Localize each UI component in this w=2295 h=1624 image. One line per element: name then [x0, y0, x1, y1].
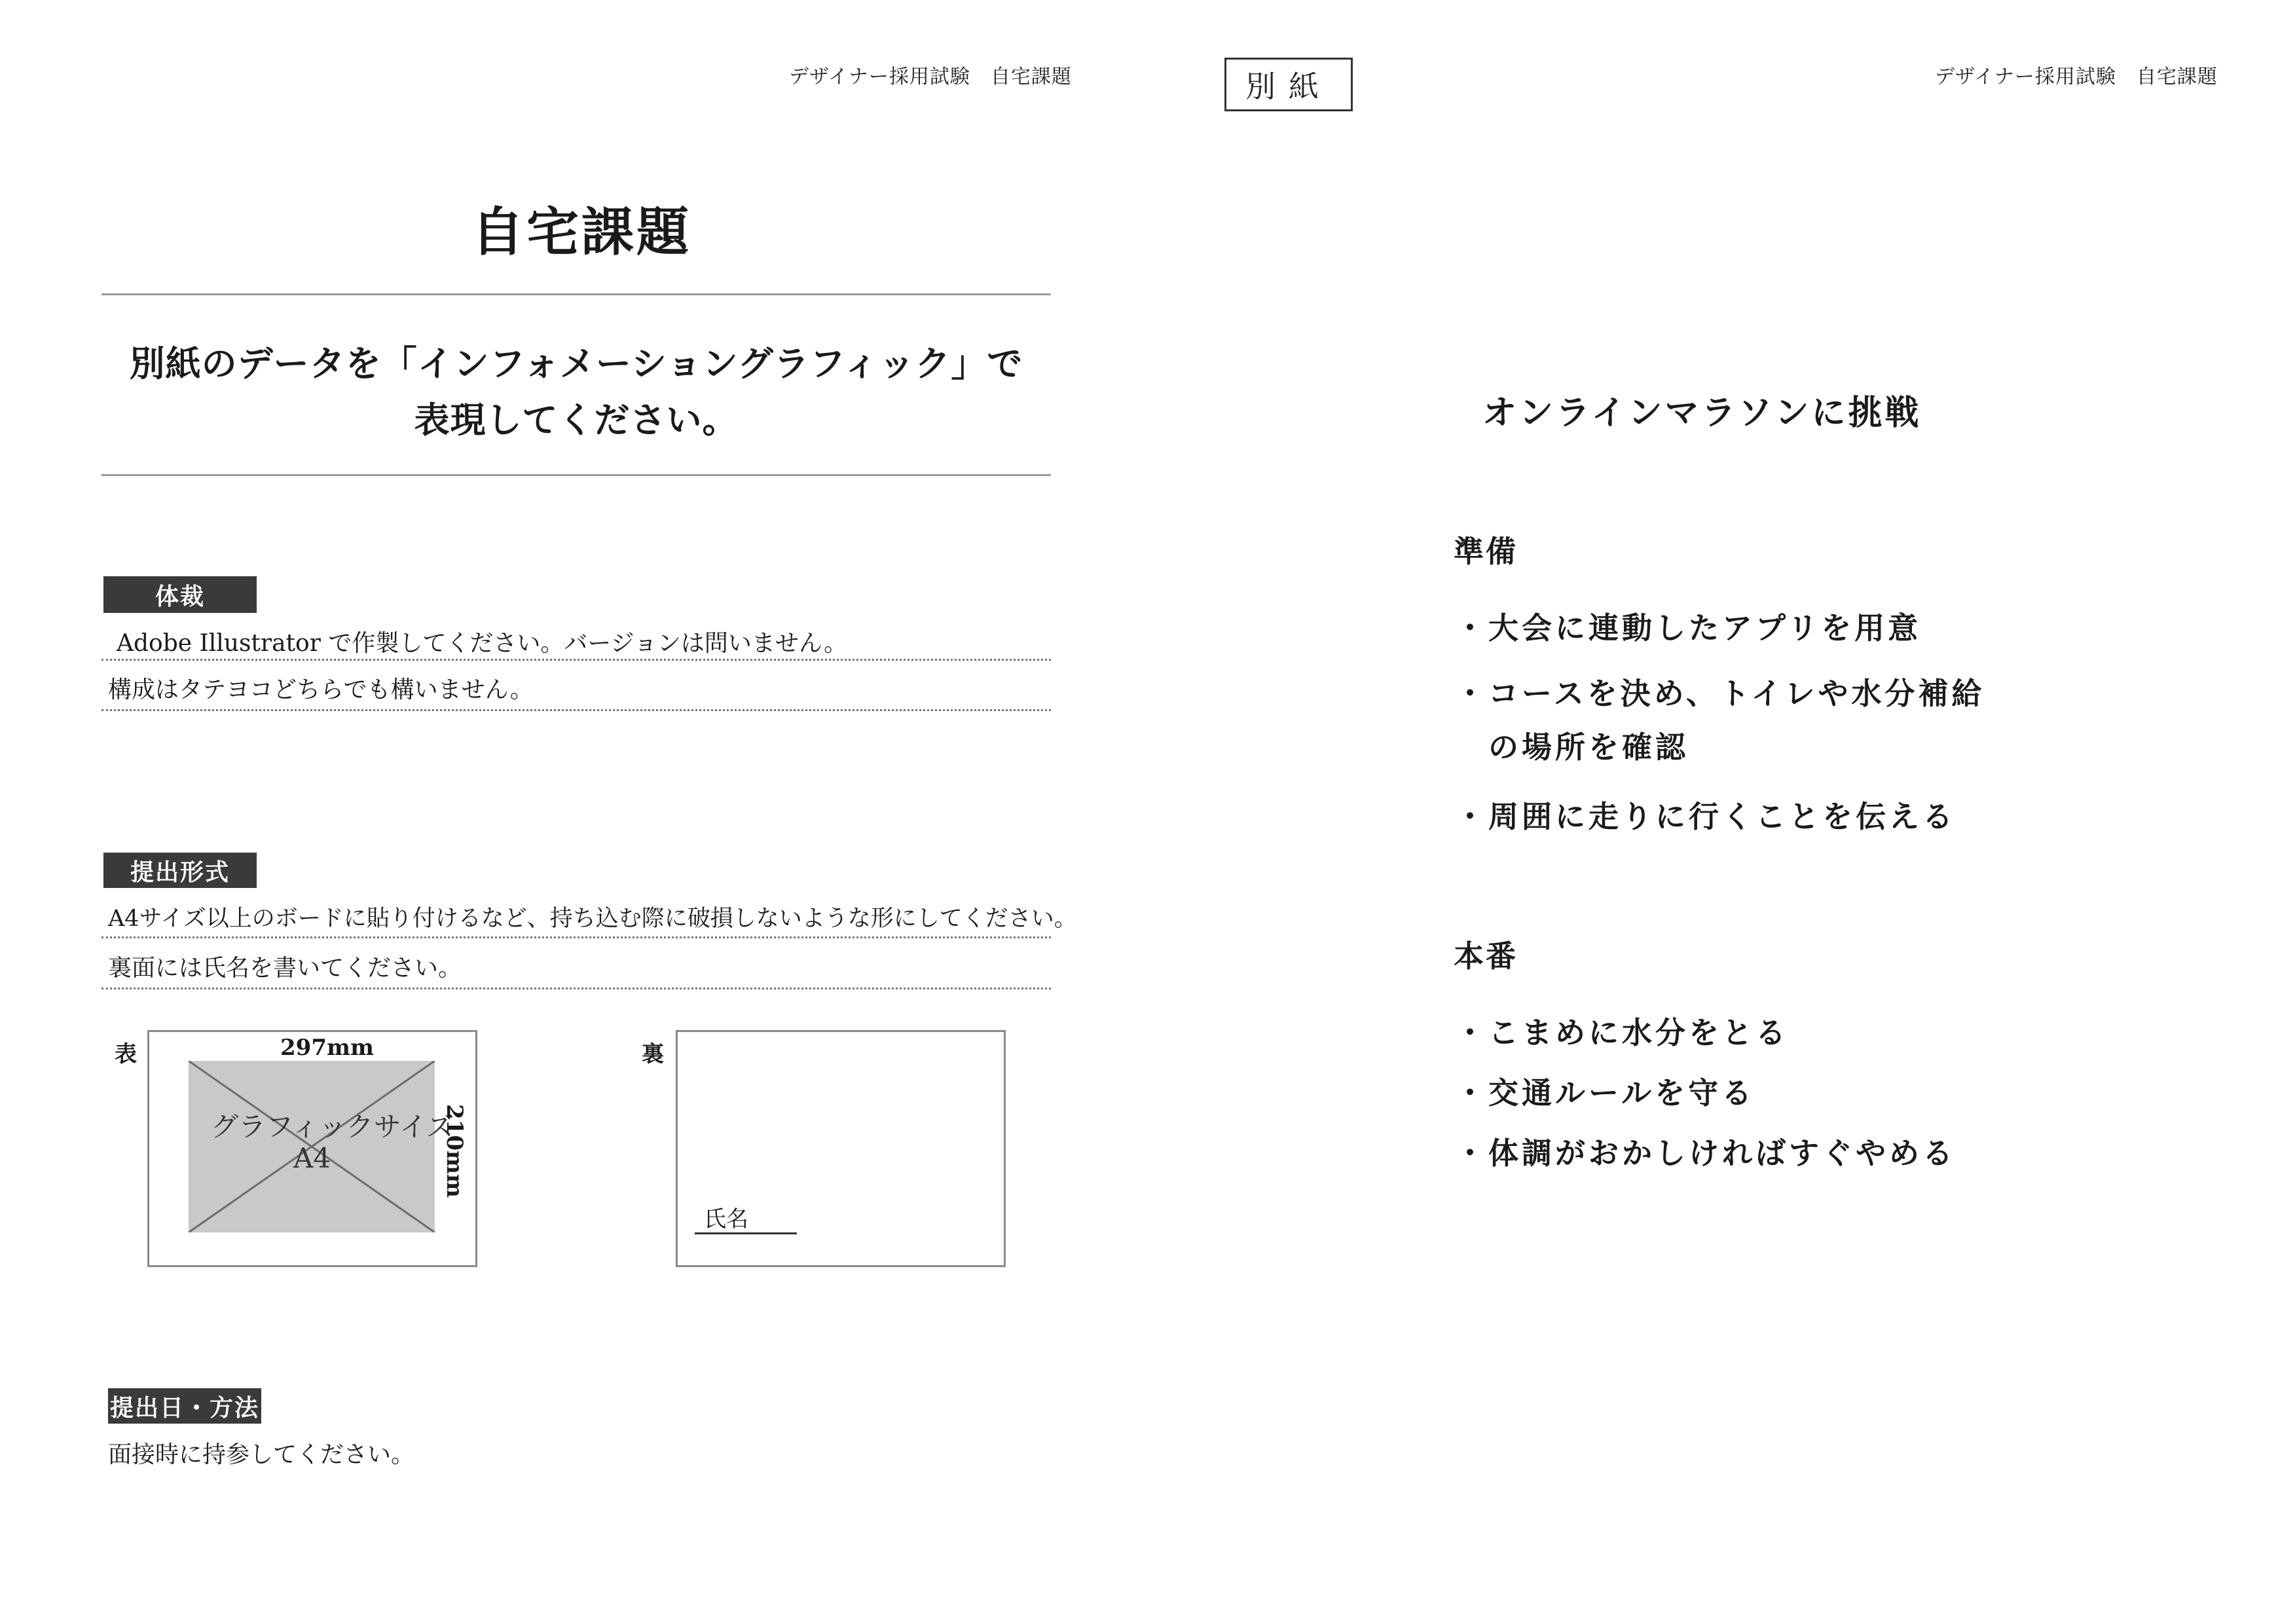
title-divider-top: [101, 293, 1051, 295]
page-title: 自宅課題: [471, 201, 691, 263]
section-label-format: 体裁: [103, 576, 257, 613]
race-item-1: ・こまめに水分をとる: [1455, 1015, 1789, 1050]
race-item-3: ・体調がおかしければすぐやめる: [1455, 1135, 1956, 1171]
race-item-2: ・交通ルールを守る: [1455, 1075, 1755, 1111]
submission-line-2: 裏面には氏名を書いてください。: [108, 955, 462, 982]
data-sheet-title: オンラインマラソンに挑戦: [1482, 394, 1922, 433]
right-running-head: デザイナー採用試験 自宅課題: [1935, 65, 2218, 88]
preparation-item-3: ・周囲に走りに行くことを伝える: [1455, 799, 1956, 834]
right-page: [1147, 0, 2295, 1624]
dotted-separator: [101, 709, 1051, 711]
name-field-label: 氏名: [704, 1206, 748, 1232]
width-dimension: 297mm: [280, 1035, 374, 1061]
dotted-separator: [101, 936, 1051, 938]
title-divider-bottom: [101, 474, 1051, 476]
format-line-1: Adobe Illustrator で作製してください。バージョンは問いません。: [117, 630, 848, 657]
graphic-size-value: A4: [293, 1142, 331, 1174]
preparation-item-2: ・コースを決め、トイレや水分補給: [1455, 676, 1985, 711]
date-method-line-1: 面接時に持参してください。: [108, 1441, 415, 1468]
dotted-separator: [101, 659, 1051, 661]
attachment-stamp: 別紙: [1224, 58, 1353, 111]
submission-line-1: A4サイズ以上のボードに貼り付けるなど、持ち込む際に破損しないような形にしてください。: [108, 906, 1077, 932]
left-page: [0, 0, 1147, 1624]
height-dimension: 210mm: [441, 1104, 468, 1198]
format-line-2: 構成はタテヨコどちらでも構いません。: [108, 676, 534, 703]
back-label: 裏: [642, 1041, 664, 1067]
assignment-lead-line2: 表現してください。: [414, 399, 739, 441]
left-running-head: デザイナー採用試験 自宅課題: [789, 65, 1072, 88]
preparation-item-2-cont: の場所を確認: [1455, 729, 1689, 765]
race-heading: 本番: [1454, 938, 1518, 974]
preparation-heading: 準備: [1454, 534, 1518, 569]
assignment-lead: [101, 335, 1051, 448]
back-board-diagram: [676, 1030, 1006, 1267]
front-board-diagram: [147, 1030, 477, 1267]
section-label-date-method: 提出日・方法: [108, 1388, 261, 1424]
dotted-separator: [101, 987, 1051, 989]
preparation-item-1: ・大会に連動したアプリを用意: [1455, 610, 1922, 646]
graphic-size-label: グラフィックサイズ: [211, 1111, 454, 1143]
assignment-lead-line1: 別紙のデータを「インフォメーショングラフィック」で: [129, 342, 1023, 384]
front-label: 表: [115, 1041, 137, 1067]
name-underline: [695, 1232, 797, 1234]
section-label-submission: 提出形式: [103, 853, 257, 888]
graphic-area: [189, 1061, 454, 1232]
